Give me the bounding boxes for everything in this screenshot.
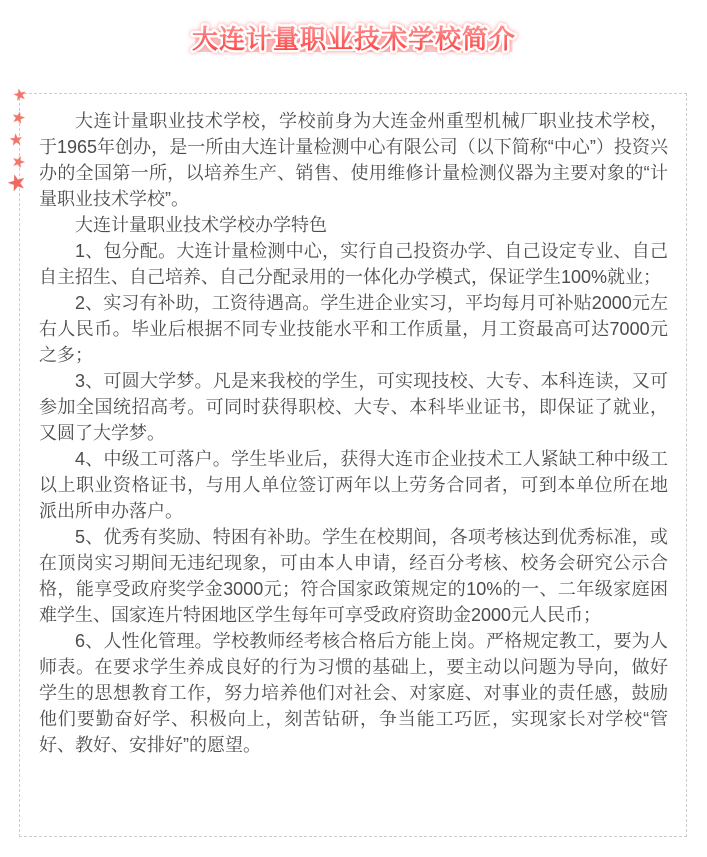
feature-item-1: 1、包分配。大连计量检测中心，实行自己投资办学、自己设定专业、自己自主招生、自己培养、自己分配录用的一体化办学模式，保证学生100%就业； [39,241,668,287]
page-title: 大连计量职业技术学校简介 [191,24,516,54]
feature-item-4: 4、中级工可落户。学生毕业后，获得大连市企业技术工人紧缺工种中级工以上职业资格证书，与用人单位签订两年以上劳务合同者，可到本单位所在地派出所申办落户。 [39,449,668,521]
feature-item-5: 5、优秀有奖励、特困有补助。学生在校期间，各项考核达到优秀标准，或在顶岗实习期间无违纪现象，可由本人申请，经百分考核、校务会研究公示合格，能享受政府奖学金3000元；符合国家政策规定的10%的一、二年级家庭困难学生、国家连片特困地区学生每年可享受政府资助金2000元人民币； [39,527,668,625]
feature-item-2: 2、实习有补助，工资待遇高。学生进企业实习，平均每月可补贴2000元左右人民币。毕业后根据不同专业技能水平和工作质量，月工资最高可达7000元之多； [39,293,668,365]
star-icon: ★ [3,167,30,198]
page-header [0,10,707,62]
star-icon: ★ [8,131,25,150]
feature-item-6: 6、人性化管理。学校教师经考核合格后方能上岗。严格规定教工，要为人师表。在要求学生养成良好的行为习惯的基础上，要主动以问题为导向，做好学生的思想教育工作，努力培养他们对社会、对家庭、对事业的责任感，鼓励他们要勤奋好学、积极向上，刻苦钻研，争当能工巧匠，实现家长对学校“管好、教好、安排好”的愿望。 [39,631,668,755]
star-icon: ★ [8,152,28,173]
intro-paragraph: 大连计量职业技术学校，学校前身为大连金州重型机械厂职业技术学校，于1965年创办，是一所由大连计量检测中心有限公司（以下简称“中心”）投资兴办的全国第一所，以培养生产、销售、使用维修计量检测仪器为主要对象的“计量职业技术学校”。 [39,111,668,209]
page-title-banner [174,10,534,62]
content-panel [19,93,687,837]
star-icon: ★ [11,85,29,106]
feature-item-3: 3、可圆大学梦。凡是来我校的学生，可实现技校、大专、本科连读，又可参加全国统招高考。可同时获得职校、大专、本科毕业证书，即保证了就业，又圆了大学梦。 [39,371,668,443]
star-icon: ★ [9,108,28,129]
features-heading: 大连计量职业技术学校办学特色 [75,215,327,235]
